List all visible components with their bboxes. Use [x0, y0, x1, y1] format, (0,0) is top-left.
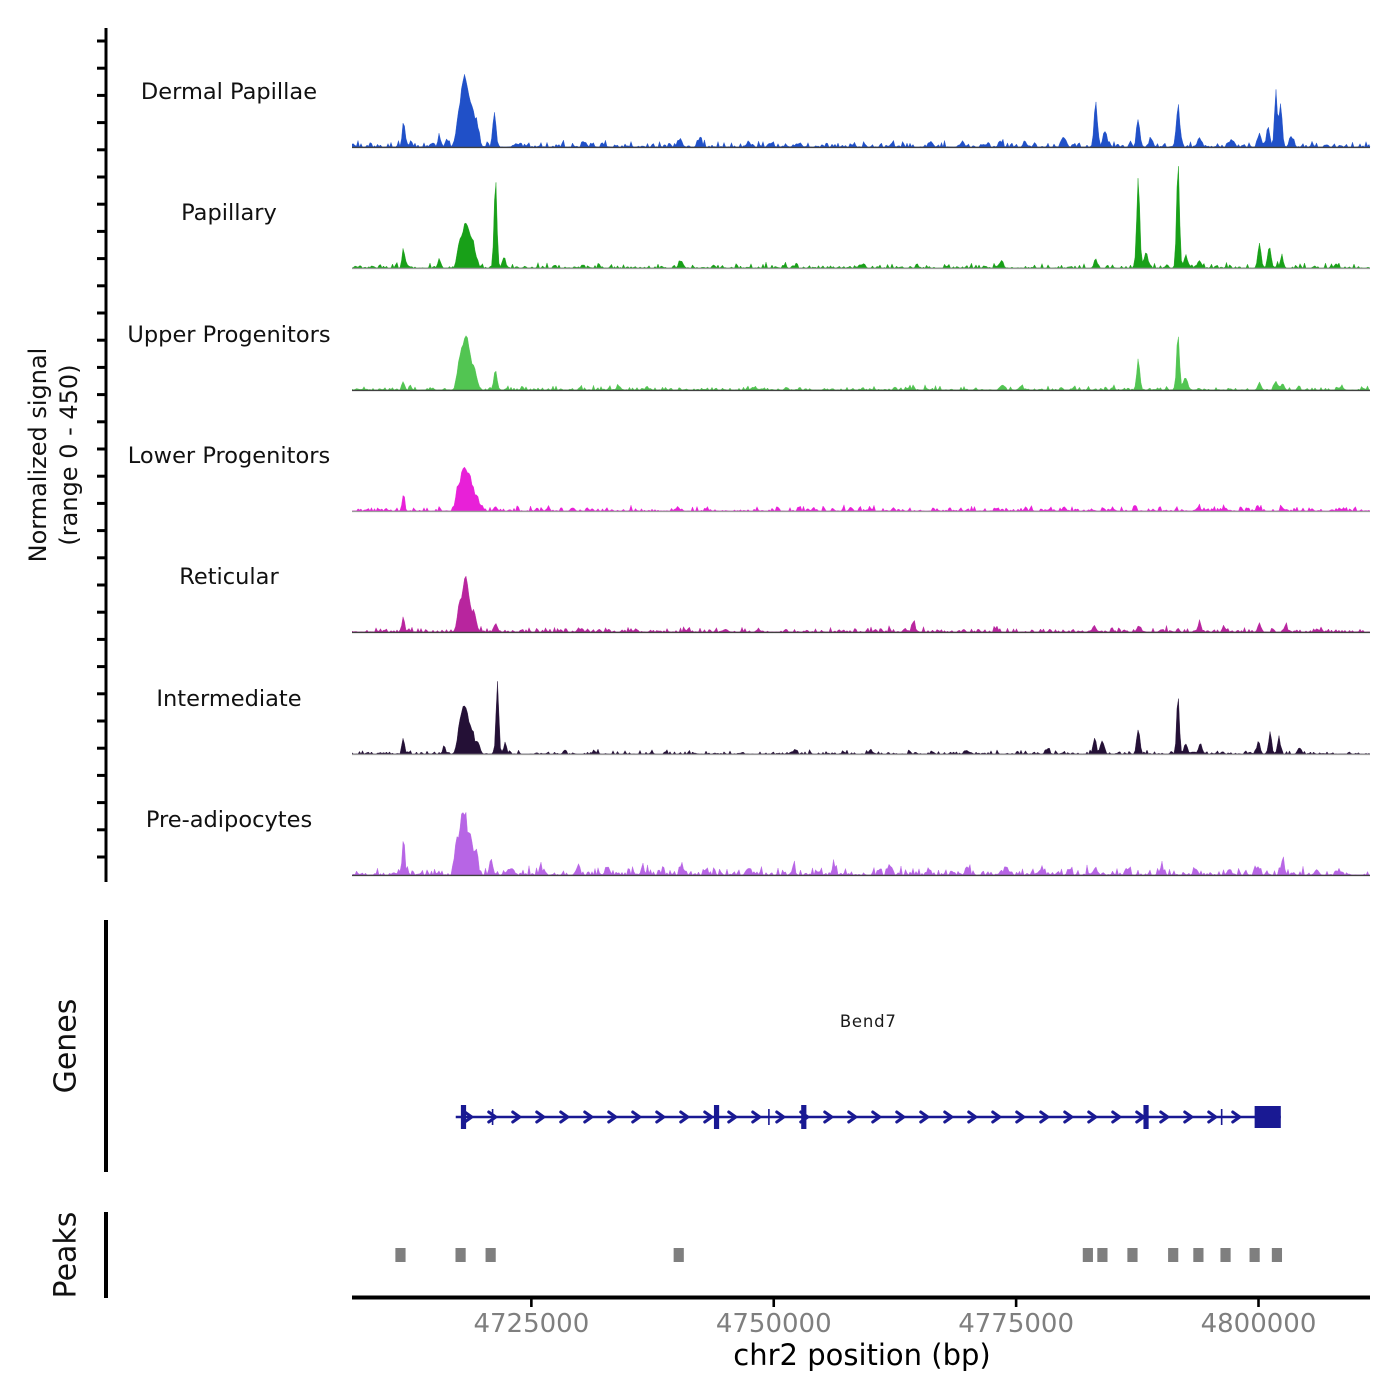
peak-box	[455, 1248, 465, 1262]
track-label: Papillary	[181, 200, 277, 227]
peak-box	[1220, 1248, 1230, 1262]
exon-bar	[768, 1109, 770, 1125]
peak-box	[486, 1248, 496, 1262]
y-axis-label-line2: (range 0 - 450)	[55, 364, 83, 546]
signal-area-path	[352, 335, 1370, 389]
signal-area	[352, 152, 1372, 270]
x-tick-label: 4775000	[958, 1309, 1075, 1339]
track-label: Lower Progenitors	[127, 442, 331, 469]
peak-box	[1168, 1248, 1178, 1262]
gene-name-label: Bend7	[839, 1012, 897, 1031]
signal-area	[352, 31, 1372, 149]
exon-bar	[1143, 1105, 1148, 1129]
peak-box	[1250, 1248, 1260, 1262]
x-tick-label: 4800000	[1200, 1309, 1317, 1339]
track-label: Intermediate	[156, 685, 302, 712]
y-axis-label	[23, 348, 85, 563]
genes-bracket-line	[104, 920, 108, 1172]
exon-bar	[801, 1105, 806, 1129]
peaks-track	[352, 1246, 1372, 1264]
signal-area	[352, 638, 1372, 756]
peak-box	[1127, 1248, 1137, 1262]
signal-area-path	[352, 167, 1370, 269]
peaks-bracket-line	[104, 1212, 108, 1298]
track-label: Pre-adipocytes	[145, 806, 313, 833]
peak-box	[395, 1248, 405, 1262]
terminal-exon-box	[1255, 1106, 1281, 1128]
track-label: Reticular	[179, 564, 279, 591]
exon-bar	[1221, 1109, 1223, 1125]
signal-area	[352, 395, 1372, 513]
signal-area-path	[352, 576, 1370, 632]
track-label: Dermal Papillae	[140, 79, 318, 105]
signal-area-path	[352, 74, 1370, 147]
peak-box	[1272, 1248, 1282, 1262]
peak-box	[1083, 1248, 1093, 1262]
x-tick-label: 4750000	[715, 1309, 832, 1339]
peak-box	[674, 1248, 684, 1262]
genes-section-label: Genes	[48, 998, 84, 1094]
peak-box	[1193, 1248, 1203, 1262]
x-axis-title: chr2 position (bp)	[733, 1338, 991, 1372]
x-tick-label: 4725000	[473, 1309, 590, 1339]
exon-bar	[714, 1105, 719, 1129]
signal-area-path	[352, 467, 1370, 511]
peak-box	[1097, 1248, 1107, 1262]
signal-area	[352, 759, 1372, 877]
track-label: Upper Progenitors	[127, 321, 331, 348]
gene-model	[352, 1100, 1372, 1136]
exon-bar	[492, 1109, 494, 1125]
signal-area-path	[352, 681, 1370, 754]
signal-area	[352, 516, 1372, 634]
peaks-section-label: Peaks	[48, 1211, 84, 1299]
signal-area-path	[352, 812, 1370, 875]
y-axis-label-line1: Normalized signal	[24, 347, 52, 563]
exon-bar	[461, 1105, 466, 1129]
signal-area	[352, 274, 1372, 392]
